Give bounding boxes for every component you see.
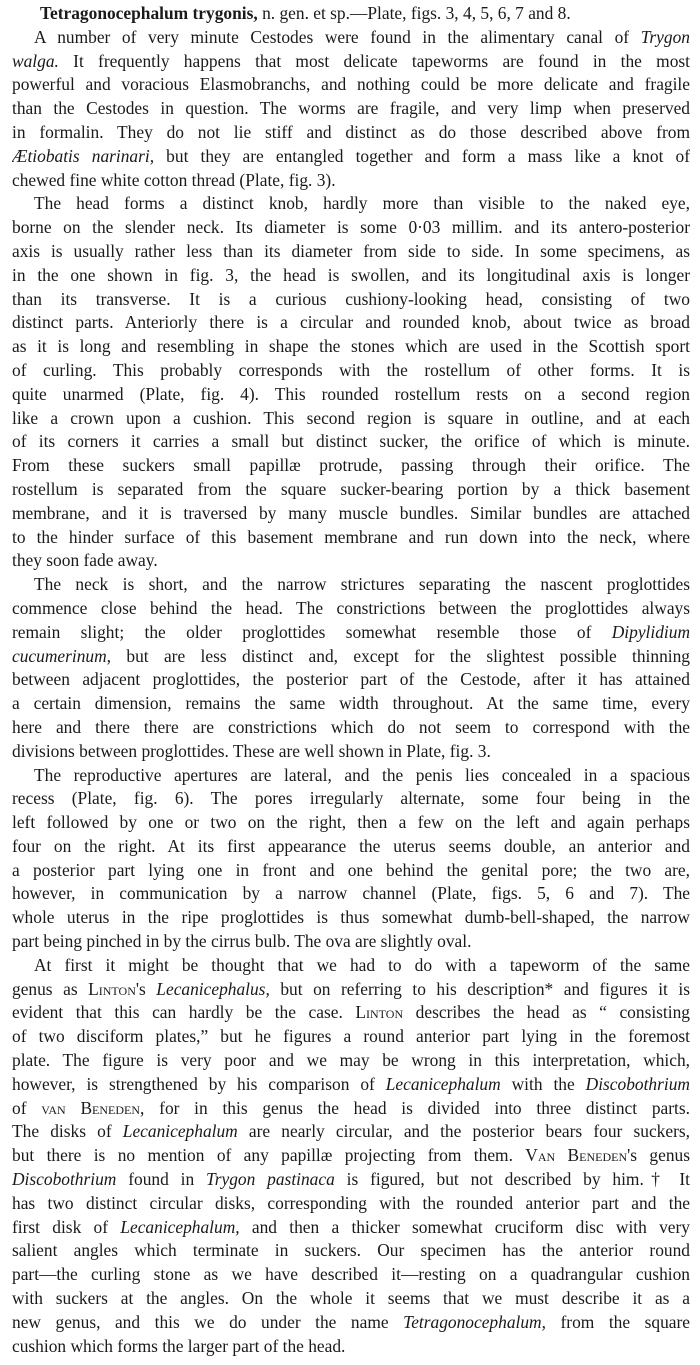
text-segment: At first it might be thought that we had to do with a tapeworm of the same xyxy=(34,954,690,975)
text-line xyxy=(12,764,690,788)
text-segment: genus as xyxy=(12,978,89,999)
italic-term: Discobothrium xyxy=(12,1169,117,1190)
text-segment: they soon fade away. xyxy=(12,550,158,571)
text-segment: A number of very minute Cestodes were found in the alimentary canal of xyxy=(34,26,641,47)
text-line xyxy=(12,121,690,145)
text-line xyxy=(12,1025,690,1049)
text-segment: than the Cestodes in question. The worms are fragile, and very limp when preserved xyxy=(12,98,690,119)
text-segment: axis is usually rather less than its diameter from side to side. In some specimens, as xyxy=(12,240,690,261)
text-line xyxy=(12,407,690,431)
text-segment: of xyxy=(12,1097,42,1118)
text-line xyxy=(12,169,690,193)
text-segment: remain slight; the older proglottides somewhat resemble those of xyxy=(12,621,612,642)
text-line xyxy=(12,668,690,692)
text-segment: in formalin. They do not lie stiff and distinct as do those described above from xyxy=(12,121,690,142)
text-line xyxy=(12,240,690,264)
heading-description: n. gen. et sp.—Plate, figs. 3, 4, 5, 6, 7 and 8. xyxy=(257,3,571,23)
text-line xyxy=(12,930,690,954)
text-segment: of two disciform plates,” but he figures a round anterior part lying in the foremost xyxy=(12,1026,690,1047)
text-line xyxy=(12,26,690,50)
italic-term: Ætiobatis narinari, xyxy=(12,145,155,166)
text-line xyxy=(12,383,690,407)
italic-term: walga. xyxy=(12,50,59,71)
text-segment: , for in this genus the head is divided into three distinct parts. xyxy=(140,1097,690,1118)
text-segment: recess (Plate, fig. 6). The pores irregularly alternate, some four being in the xyxy=(12,788,690,809)
text-segment: commence close behind the head. The constrictions between the proglottides always xyxy=(12,597,690,618)
text-line xyxy=(12,716,690,740)
text-line xyxy=(12,502,690,526)
text-line xyxy=(12,430,690,454)
text-segment: to the hinder surface of this basement membrane and run down into the neck, where xyxy=(12,526,690,547)
text-segment: evident that this can hardly be the case. xyxy=(12,1002,356,1023)
italic-term: Tetragonocephalum, xyxy=(403,1311,546,1332)
text-line xyxy=(12,549,690,573)
text-line xyxy=(12,478,690,502)
paragraph xyxy=(12,764,690,954)
text-line xyxy=(12,1216,690,1240)
author-name: Linton xyxy=(355,1002,404,1023)
text-line xyxy=(12,454,690,478)
text-line xyxy=(12,192,690,216)
text-segment: chewed fine white cotton thread (Plate, fig. 3). xyxy=(12,169,336,190)
text-line xyxy=(12,573,690,597)
text-line xyxy=(12,740,690,764)
text-line xyxy=(12,1192,690,1216)
text-segment: however, is strengthened by his comparison of xyxy=(12,1073,386,1094)
text-line xyxy=(12,1049,690,1073)
text-segment: found in xyxy=(116,1169,207,1190)
document-page xyxy=(12,2,690,1358)
text-line xyxy=(12,1335,690,1359)
text-segment: The disks of xyxy=(12,1121,123,1142)
text-line xyxy=(12,859,690,883)
text-line xyxy=(12,645,690,669)
text-segment: divisions between proglottides. These are well shown in Plate, fig. 3. xyxy=(12,740,491,761)
text-segment: part—the curling stone as we have described it—resting on a quadrangular cushion xyxy=(12,1264,690,1285)
text-segment: powerful and voracious Elasmobranchs, and nothing could be more delicate and fragile xyxy=(12,74,690,95)
text-line xyxy=(12,264,690,288)
text-line xyxy=(12,621,690,645)
text-line xyxy=(12,1287,690,1311)
text-line xyxy=(12,811,690,835)
italic-term: Lecanicephalum xyxy=(122,1121,238,1142)
text-segment: 's xyxy=(135,978,157,999)
text-segment: describes the head as “ consisting xyxy=(403,1002,690,1023)
text-segment: The neck is short, and the narrow strictures separating the nascent proglottides xyxy=(34,574,690,595)
text-line xyxy=(12,145,690,169)
text-segment: of curling. This probably corresponds with the rostellum of other forms. It is xyxy=(12,359,690,380)
text-line xyxy=(12,1144,690,1168)
text-segment: but on referring to his description* and figures it is xyxy=(269,978,690,999)
text-line xyxy=(12,597,690,621)
paragraph xyxy=(12,573,690,763)
text-segment: in the one shown in fig. 3, the head is swollen, and its longitudinal axis is longer xyxy=(12,264,690,285)
text-segment: a certain dimension, remains the same width throughout. At the same time, every xyxy=(12,693,690,714)
text-line xyxy=(12,335,690,359)
text-segment: as it is long and resembling in shape the stones which are used in the Scottish sport xyxy=(12,336,690,357)
italic-term: Lecanicephalum, xyxy=(120,1216,240,1237)
italic-term: Trygon pastinaca xyxy=(206,1169,335,1190)
text-segment: has two distinct circular disks, corresponding with the rounded anterior part and the xyxy=(12,1192,690,1213)
text-line xyxy=(12,978,690,1002)
paragraph xyxy=(12,26,690,193)
text-segment: The head forms a distinct knob, hardly more than visible to the naked eye, xyxy=(34,193,690,214)
text-segment: with suckers at the angles. On the whole it seems that we must describe it as a xyxy=(12,1288,690,1309)
text-segment: cushion which forms the larger part of the head. xyxy=(12,1335,346,1356)
text-line xyxy=(12,526,690,550)
text-segment: than its transverse. It is a curious cushiony-looking head, consisting of two xyxy=(12,288,690,309)
text-line xyxy=(12,954,690,978)
text-segment: quite unarmed (Plate, fig. 4). This rounded rostellum rests on a second region xyxy=(12,383,690,404)
text-segment: but are less distinct and, except for the slightest possible thinning xyxy=(111,645,690,666)
text-segment: whole uterus in the ripe proglottides is thus somewhat dumb-bell-shaped, the narrow xyxy=(12,907,690,928)
body-text xyxy=(12,26,690,1359)
text-segment: however, in communication by a narrow channel (Plate, figs. 5, 6 and 7). The xyxy=(12,883,690,904)
text-line xyxy=(12,216,690,240)
text-line xyxy=(12,692,690,716)
author-name: van Beneden xyxy=(41,1097,141,1118)
text-segment: From these suckers small papillæ protrude, passing through their orifice. The xyxy=(12,455,690,476)
text-line xyxy=(12,1263,690,1287)
text-segment: 's genus xyxy=(627,1145,690,1166)
text-segment: new genus, and this we do under the name xyxy=(12,1311,404,1332)
text-line xyxy=(12,835,690,859)
text-line xyxy=(12,1168,690,1192)
italic-term: Lecanicephalus, xyxy=(156,978,270,999)
text-segment: is figured, but not described by him.† It xyxy=(334,1169,690,1190)
italic-term: Dipylidium xyxy=(611,621,690,642)
text-line xyxy=(12,906,690,930)
text-line xyxy=(12,73,690,97)
text-line xyxy=(12,50,690,74)
text-segment: rostellum is separated from the square sucker-bearing portion by a thick basement xyxy=(12,478,690,499)
text-segment: borne on the slender neck. Its diameter is some 0·03 millim. and its antero-posterior xyxy=(12,217,690,238)
italic-term: cucumerinum, xyxy=(12,645,112,666)
text-line xyxy=(12,1001,690,1025)
text-segment: The reproductive apertures are lateral, and the penis lies concealed in a spacious xyxy=(34,764,690,785)
italic-term: Trygon xyxy=(640,26,690,47)
text-line xyxy=(12,359,690,383)
text-segment: distinct parts. Anteriorly there is a circular and rounded knob, about twice as broad xyxy=(12,312,690,333)
italic-term: Discobothrium xyxy=(585,1073,690,1094)
text-segment: like a crown upon a cushion. This second region is square in outline, and at each xyxy=(12,407,690,428)
author-name: Linton xyxy=(88,978,136,999)
text-segment: of its corners it carries a small but distinct sucker, the orifice of which is minute. xyxy=(12,431,690,452)
text-line xyxy=(12,97,690,121)
text-segment: here and there there are constrictions which do not seem to correspond with the xyxy=(12,716,690,737)
text-segment: but they are entangled together and form a mass like a knot of xyxy=(154,145,690,166)
text-segment: but there is no mention of any papillæ projecting from them. xyxy=(12,1145,526,1166)
author-name: Van Beneden xyxy=(525,1145,628,1166)
text-line xyxy=(12,882,690,906)
paragraph xyxy=(12,954,690,1359)
text-segment: left followed by one or two on the right, then a few on the left and again perhaps xyxy=(12,812,690,833)
text-line xyxy=(12,1097,690,1121)
section-heading xyxy=(12,2,690,26)
text-segment: are nearly circular, and the posterior bears four suckers, xyxy=(237,1121,690,1142)
text-segment: four on the right. At its first appearance the uterus seems double, an anterior and xyxy=(12,835,690,856)
text-line xyxy=(12,311,690,335)
text-line xyxy=(12,1239,690,1263)
text-line xyxy=(12,787,690,811)
text-segment: salient angles which terminate in suckers. Our specimen has the anterior round xyxy=(12,1240,690,1261)
text-segment: with the xyxy=(500,1073,586,1094)
text-segment: and then a thicker somewhat cruciform disc with very xyxy=(239,1216,690,1237)
text-segment: from the square xyxy=(545,1311,690,1332)
text-segment: first disk of xyxy=(12,1216,121,1237)
italic-term: Lecanicephalum xyxy=(385,1073,501,1094)
text-segment: plate. The figure is very poor and we may be wrong in this interpretation, which, xyxy=(12,1050,690,1071)
text-segment: between adjacent proglottides, the posterior part of the Cestode, after it has attained xyxy=(12,669,690,690)
text-line xyxy=(12,1120,690,1144)
text-line xyxy=(12,1073,690,1097)
text-segment: It frequently happens that most delicate tapeworms are found in the most xyxy=(58,50,690,71)
paragraph xyxy=(12,192,690,573)
text-segment: membrane, and it is traversed by many muscle bundles. Similar bundles are attached xyxy=(12,502,690,523)
text-segment: part being pinched in by the cirrus bulb. The ova are slightly oval. xyxy=(12,931,472,952)
text-segment: a posterior part lying one in front and one behind the genital pore; the two are, xyxy=(12,859,690,880)
text-line xyxy=(12,288,690,312)
text-line xyxy=(12,1311,690,1335)
species-title: Tetragonocephalum trygonis, xyxy=(40,3,258,23)
